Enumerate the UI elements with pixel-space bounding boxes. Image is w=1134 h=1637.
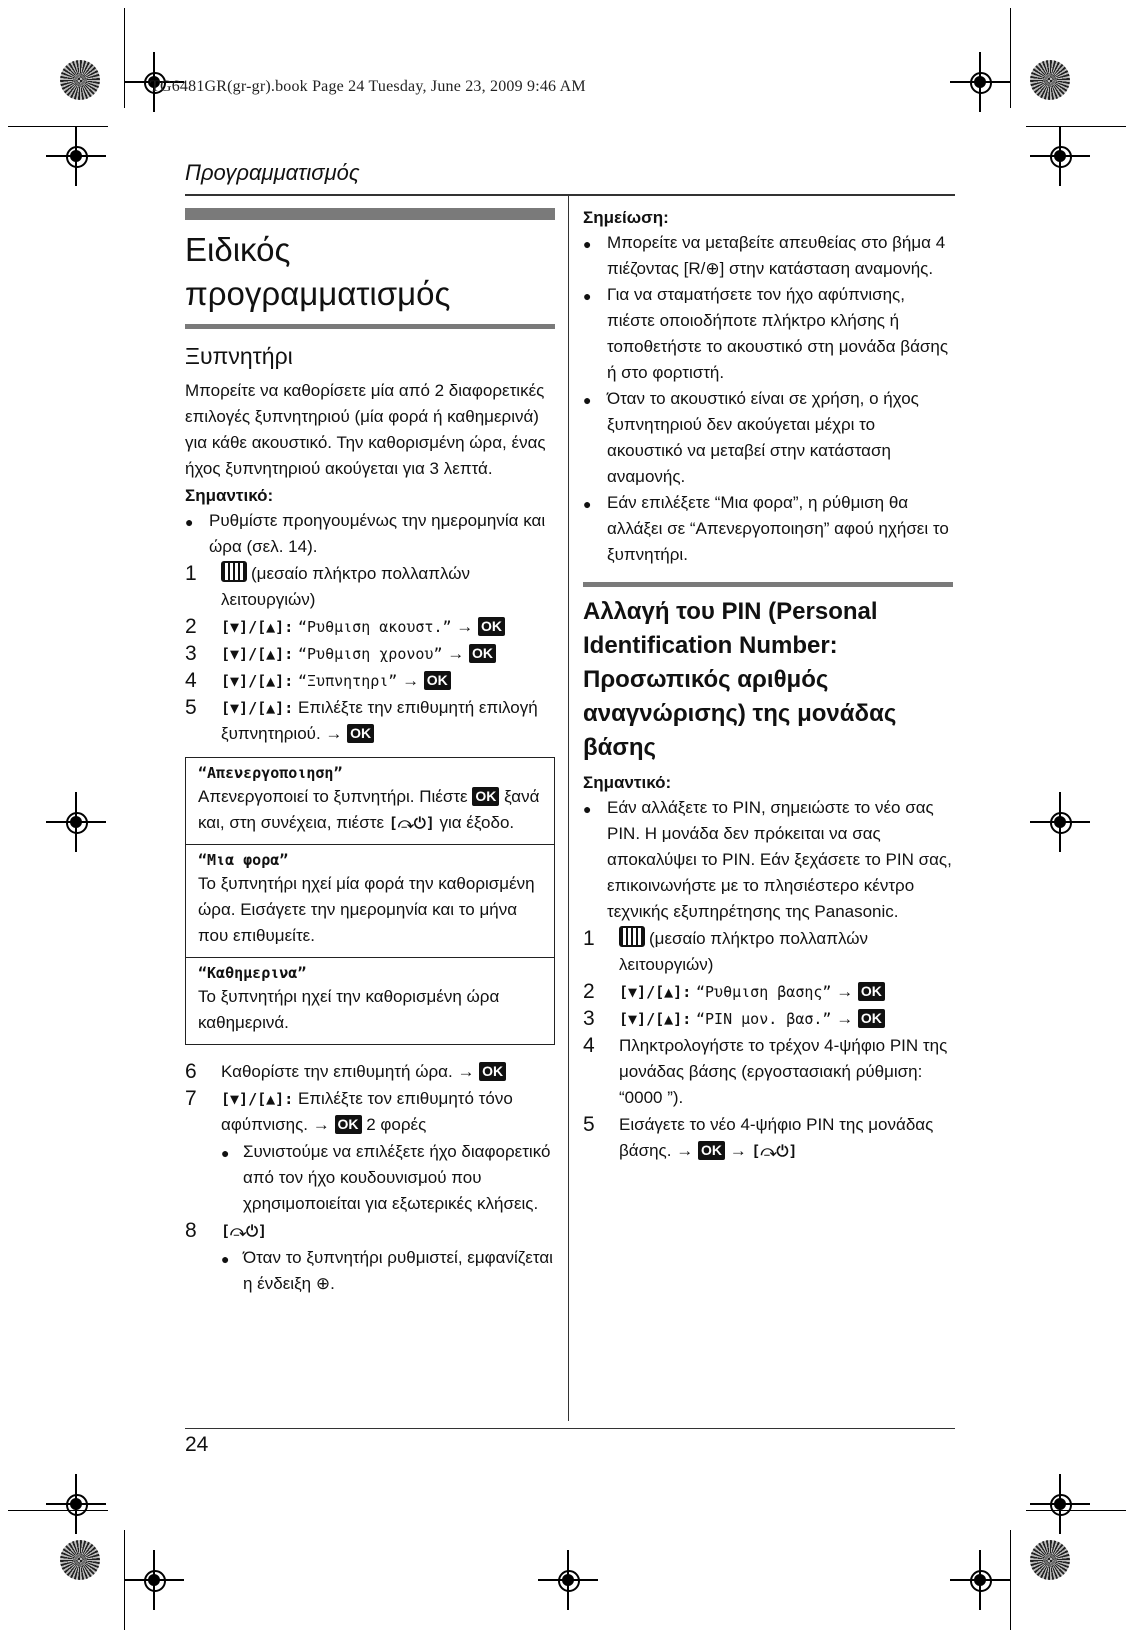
- registration-mark: [950, 1550, 1010, 1610]
- pin-step-5: 5 Εισάγετε το νέο 4-ψήφιο PIN της μονάδας βάσης. → OK → [⤼⏻]: [583, 1113, 934, 1160]
- registration-mark: [538, 1550, 598, 1610]
- step-3: 3 [▼]/[▲]: “Ρυθμιση χρονου” → OK: [185, 641, 555, 667]
- step-5: 5 [▼]/[▲]: Επιλέξτε την επιθυμητή επιλογή ξυπνητηριού. → OK: [185, 696, 538, 743]
- bullet-icon: ●: [583, 392, 592, 408]
- arrow-icon: →: [836, 982, 854, 1001]
- page-title-line1: Ειδικός: [185, 231, 291, 268]
- navigator-key: [▼]/[▲]:: [221, 1090, 294, 1108]
- trim-line: [8, 126, 108, 127]
- trim-line: [8, 1510, 108, 1511]
- arrow-icon: →: [456, 617, 474, 636]
- bullet-icon: ●: [221, 1145, 230, 1161]
- arrow-icon: →: [447, 644, 465, 663]
- alarm-options-table: [185, 757, 555, 1045]
- registration-mark: [1030, 792, 1090, 852]
- arrow-icon: →: [312, 1115, 330, 1134]
- navigator-key: [▼]/[▲]:: [221, 699, 294, 717]
- color-registration-rosette: [60, 1540, 100, 1580]
- option-off: “Απενεργοποιηση” Απενεργοποιεί το ξυπνητήρι. Πιέστε OK ξανά και, στη συνέχεια, πιέστε [⤼⏻] για έξοδο.: [198, 764, 540, 832]
- running-head: Προγραμματισμός: [185, 160, 360, 185]
- bullet-icon: ●: [583, 496, 592, 512]
- important-bullet: ● Εάν αλλάξετε το PIN, σημειώστε το νέο σας PIN. Η μονάδα δεν πρόκειται να σας αποκαλύψει το PIN. Εάν ξεχάσετε το PIN σας, επικοινωνήστε με το πλησιέστερο κέντρο τεχνικής εξυπηρέτησης της Panasonic.: [583, 795, 953, 925]
- off-key-icon: [⤼⏻]: [388, 814, 435, 832]
- navigator-key: [▼]/[▲]:: [619, 1010, 692, 1028]
- section-rule: [185, 324, 555, 329]
- ok-key-icon: OK: [858, 982, 885, 1001]
- page-number: 24: [185, 1433, 209, 1456]
- registration-mark: [46, 1474, 106, 1534]
- color-registration-rosette: [1030, 60, 1070, 100]
- page-title: [185, 228, 555, 316]
- registration-mark: [124, 1550, 184, 1610]
- bullet-icon: ●: [583, 288, 592, 304]
- trim-line: [124, 8, 125, 108]
- option-daily: “Καθημερινα” Το ξυπνητήρι ηχεί την καθορισμένη ώρα καθημερινά.: [186, 957, 554, 1044]
- note-bullet: ● Όταν το ακουστικό είναι σε χρήση, ο ήχος ξυπνητηριού δεν ακούγεται μέχρι το ακουστικό να μεταβεί στην κατάσταση αναμονής.: [583, 386, 953, 490]
- registration-mark: [46, 792, 106, 852]
- navigator-key: [▼]/[▲]:: [221, 645, 294, 663]
- arrow-icon: →: [402, 671, 420, 690]
- arrow-icon: →: [457, 1062, 475, 1081]
- trim-line: [1026, 126, 1126, 127]
- option-once: “Μια φορα” Το ξυπνητήρι ηχεί μία φορά την καθορισμένη ώρα. Εισάγετε την ημερομηνία και το μήνα που επιθυμείτε.: [186, 844, 554, 957]
- ok-key-icon: OK: [469, 644, 496, 663]
- ok-key-icon: OK: [335, 1115, 362, 1134]
- ok-key-icon: OK: [478, 617, 505, 636]
- arrow-icon: →: [729, 1141, 747, 1160]
- color-registration-rosette: [1030, 1540, 1070, 1580]
- section-rule: [583, 582, 953, 587]
- ok-key-icon: OK: [698, 1141, 725, 1160]
- navigator-key: [▼]/[▲]:: [221, 672, 294, 690]
- registration-mark: [950, 52, 1010, 112]
- step-4: 4 [▼]/[▲]: “Ξυπνητηρι” → OK: [185, 668, 555, 694]
- navigator-key: [▼]/[▲]:: [619, 983, 692, 1001]
- pin-step-4: 4 Πληκτρολογήστε το τρέχον 4-ψήφιο PIN της μονάδας βάσης (εργοστασιακή ρύθμιση: “0000 ”).: [583, 1034, 948, 1107]
- ok-key-icon: OK: [858, 1009, 885, 1028]
- note-bullet: ● Μπορείτε να μεταβείτε απευθείας στο βήμα 4 πιέζοντας [R/⊕] στην κατάσταση αναμονής.: [583, 230, 953, 282]
- section-title: Ξυπνητήρι: [185, 343, 293, 369]
- pin-step-3: 3 [▼]/[▲]: “PIN μον. βασ.” → OK: [583, 1006, 953, 1032]
- arrow-icon: →: [836, 1009, 854, 1028]
- off-key-icon: [⤼⏻]: [221, 1222, 267, 1240]
- note-label: Σημείωση:: [583, 208, 669, 227]
- step-1: 1 (μεσαίο πλήκτρο πολλαπλών λειτουργιών): [185, 562, 470, 609]
- registration-mark: [1030, 1474, 1090, 1534]
- footer-rule: [185, 1428, 955, 1429]
- step-8-bullet: ● Όταν το ξυπνητήρι ρυθμιστεί, εμφανίζεται η ένδειξη ⊕.: [221, 1245, 555, 1297]
- menu-key-icon: [221, 561, 247, 582]
- menu-key-icon: [619, 926, 645, 947]
- important-label: Σημαντικό:: [185, 486, 274, 505]
- pin-step-2: 2 [▼]/[▲]: “Ρυθμιση βασης” → OK: [583, 979, 953, 1005]
- arrow-icon: →: [676, 1141, 694, 1160]
- trim-line: [1010, 8, 1011, 108]
- navigator-key: [▼]/[▲]:: [221, 618, 294, 636]
- color-registration-rosette: [60, 60, 100, 100]
- ok-key-icon: OK: [472, 787, 499, 806]
- arrow-icon: →: [325, 724, 343, 743]
- left-column: [185, 208, 555, 1297]
- important-bullet: ● Ρυθμίστε προηγουμένως την ημερομηνία και ώρα (σελ. 14).: [185, 508, 555, 560]
- note-bullet: ● Για να σταματήσετε τον ήχο αφύπνισης, πιέστε οποιοδήποτε πλήκτρο κλήσης ή τοποθετήστε το ακουστικό στη μονάδα βάσης ή στο φορτιστή.: [583, 282, 953, 386]
- step-7: 7 [▼]/[▲]: Επιλέξτε τον επιθυμητό τόνο αφύπνισης. → OK 2 φορές: [185, 1087, 513, 1134]
- pin-section-heading: Αλλαγή του PIN (Personal Identification Number: Προσωπικός αριθμός αναγνώρισης) της μονάδας βάσης: [583, 598, 897, 761]
- bullet-icon: ●: [221, 1251, 230, 1267]
- note-bullet: ● Εάν επιλέξετε “Μια φορα”, η ρύθμιση θα αλλάξει σε “Απενεργοποιηση” αφού ηχήσει το ξυπνητήρι.: [583, 490, 953, 568]
- step-6: 6 Καθορίστε την επιθυμητή ώρα. → OK: [185, 1059, 555, 1085]
- running-head-rule: [185, 194, 955, 196]
- right-column: [583, 204, 953, 1165]
- intro-paragraph: Μπορείτε να καθορίσετε μία από 2 διαφορετικές επιλογές ξυπνητηριού (μία φορά ή καθημερινά) για κάθε ακουστικό. Την καθορισμένη ώρα, ένας ήχος ξυπνητηριού ακούγεται για 3 λεπτά.: [185, 381, 546, 478]
- step-7-bullet: ● Συνιστούμε να επιλέξετε ήχο διαφορετικό από τον ήχο κουδουνισμού που χρησιμοποιείται για εξωτερικές κλήσεις.: [221, 1139, 555, 1217]
- trim-line: [1026, 1510, 1126, 1511]
- important-label: Σημαντικό:: [583, 773, 672, 792]
- off-key-icon: [⤼⏻]: [751, 1142, 798, 1160]
- trim-line: [124, 1530, 125, 1630]
- registration-mark: [46, 126, 106, 186]
- ok-key-icon: OK: [424, 671, 451, 690]
- column-divider: [568, 196, 569, 1421]
- step-2: 2 [▼]/[▲]: “Ρυθμιση ακουστ.” → OK: [185, 614, 555, 640]
- bullet-icon: ●: [583, 801, 592, 817]
- page-title-line2: προγραμματισμός: [185, 275, 451, 312]
- title-rule: [185, 208, 555, 220]
- trim-line: [1010, 1530, 1011, 1630]
- ok-key-icon: OK: [479, 1062, 506, 1081]
- print-header: TG6481GR(gr-gr).book Page 24 Tuesday, June 23, 2009 9:46 AM: [150, 78, 586, 95]
- bullet-icon: ●: [583, 236, 592, 252]
- pin-step-1: 1 (μεσαίο πλήκτρο πολλαπλών λειτουργιών): [583, 927, 868, 974]
- bullet-icon: ●: [185, 514, 194, 530]
- ok-key-icon: OK: [347, 724, 374, 743]
- step-8: 8 [⤼⏻]: [185, 1219, 267, 1242]
- registration-mark: [1030, 126, 1090, 186]
